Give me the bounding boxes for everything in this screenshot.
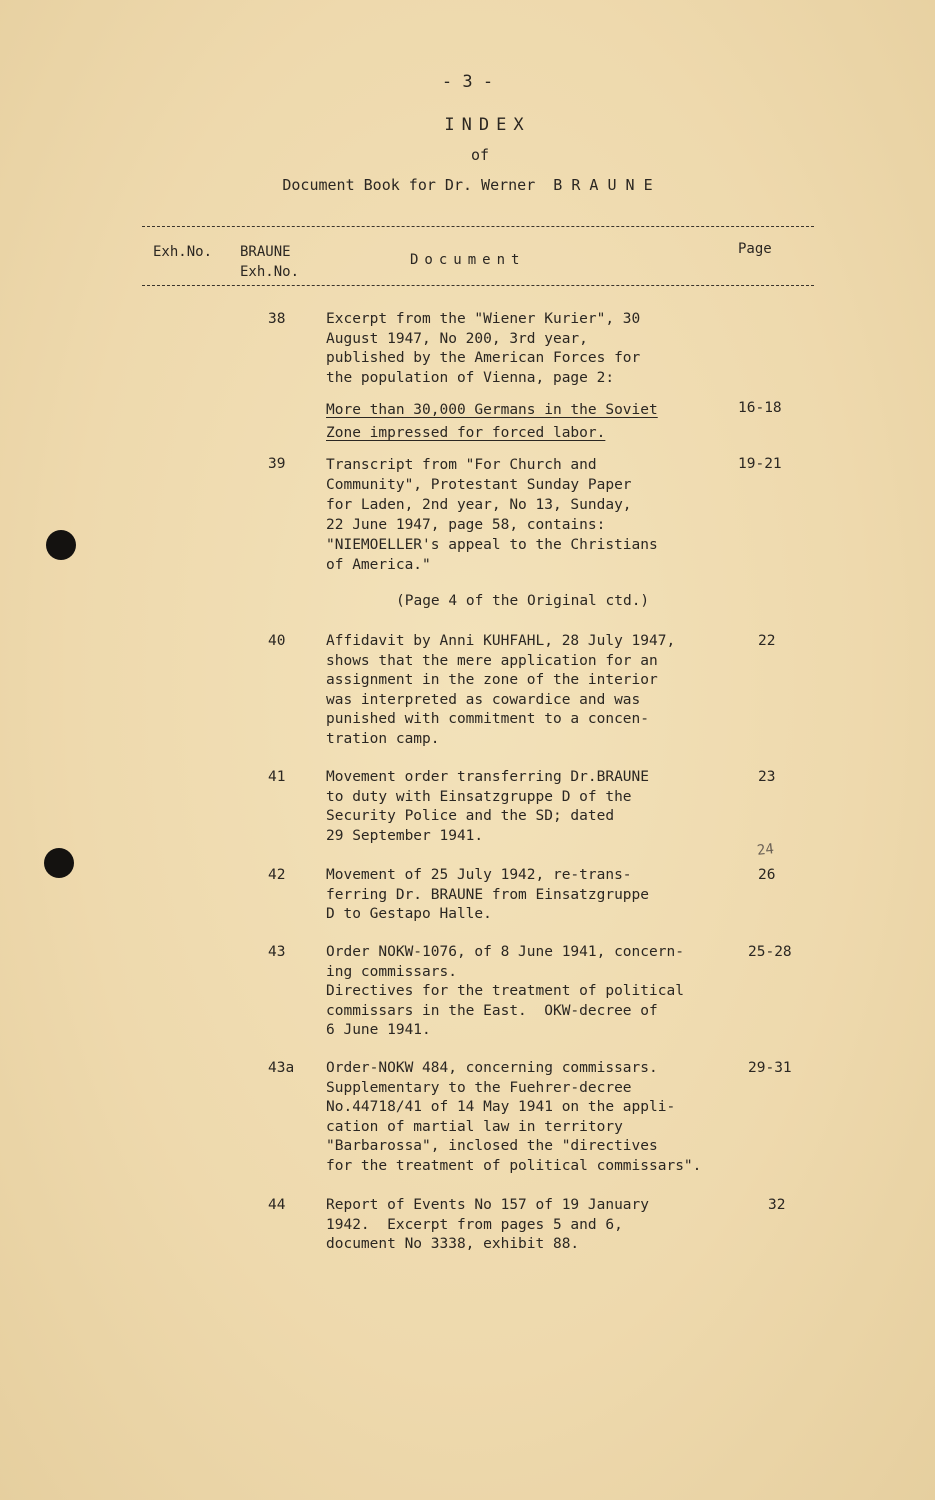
handwritten-annotation: 24	[756, 841, 775, 859]
entry-text: Affidavit by Anni KUHFAHL, 28 July 1947, shows that the mere application for an assignment in the zone of the interior was interpreted as cowardice and was punished with commitment to a concen- tration camp.	[326, 633, 676, 747]
entry-page: 23	[758, 769, 776, 785]
continuation-note: (Page 4 of the Original ctd.)	[396, 593, 650, 609]
header-bottom-rule	[142, 285, 814, 286]
punch-hole	[44, 848, 74, 878]
entry-page: 16-18	[738, 400, 782, 416]
entry-page: 32	[768, 1197, 786, 1213]
entry-text: More than 30,000 Germans in the Soviet Zone impressed for forced labor.	[326, 402, 658, 441]
page-header: Page	[738, 241, 772, 257]
page-number: - 3 -	[441, 72, 494, 92]
exh-no-header: Exh.No.	[153, 244, 213, 260]
entry-number: 44	[268, 1197, 286, 1213]
document-book-subtitle: Document Book for Dr. Werner B R A U N E	[282, 176, 653, 194]
entry-number: 40	[268, 633, 286, 649]
entry-text: Order NOKW-1076, of 8 June 1941, concern- ing commissars. Directives for the treatment of political commissars in the East. OKW-decree of 6 June 1941.	[326, 944, 684, 1038]
document-header: Document	[410, 252, 526, 268]
entry-number: 39	[268, 456, 286, 472]
entry-text: Report of Events No 157 of 19 January 1942. Excerpt from pages 5 and 6, document No 3338, exhibit 88.	[326, 1197, 650, 1252]
entry-text: Transcript from "For Church and Community", Protestant Sunday Paper for Laden, 2nd year, No 13, Sunday, 22 June 1947, page 58, contains: "NIEMOELLER's appeal to the Christians of America."	[326, 457, 658, 573]
of-label: of	[470, 146, 490, 164]
entry-text: Movement of 25 July 1942, re-trans- ferring Dr. BRAUNE from Einsatzgruppe D to Gestapo Halle.	[326, 867, 650, 922]
entry-page: 19-21	[738, 456, 782, 472]
entry-text: Movement order transferring Dr.BRAUNE to duty with Einsatzgruppe D of the Security Police and the SD; dated 29 September 1941.	[326, 769, 650, 844]
index-title: INDEX	[444, 115, 531, 135]
entry-page: 26	[758, 867, 776, 883]
entry-number: 42	[268, 867, 286, 883]
braune-header: BRAUNE	[240, 244, 291, 260]
braune-exh-no-header: Exh.No.	[240, 264, 300, 280]
entry-number: 38	[268, 311, 286, 327]
header-top-rule	[142, 226, 814, 227]
entry-page: 25-28	[748, 944, 792, 960]
entry-text: Excerpt from the "Wiener Kurier", 30 August 1947, No 200, 3rd year, published by the American Forces for the population of Vienna, page 2:	[326, 311, 641, 386]
entry-number: 43a	[268, 1060, 295, 1076]
entry-text: Order-NOKW 484, concerning commissars. Supplementary to the Fuehrer-decree No.44718/41 of 14 May 1941 on the appli- cation of martial law in territory "Barbarossa", inclosed the "directives for the treatment of political commissars".	[326, 1060, 702, 1174]
punch-hole	[46, 530, 76, 560]
entry-number: 41	[268, 769, 286, 785]
entry-page: 22	[758, 633, 776, 649]
entry-number: 43	[268, 944, 286, 960]
entry-page: 29-31	[748, 1060, 792, 1076]
